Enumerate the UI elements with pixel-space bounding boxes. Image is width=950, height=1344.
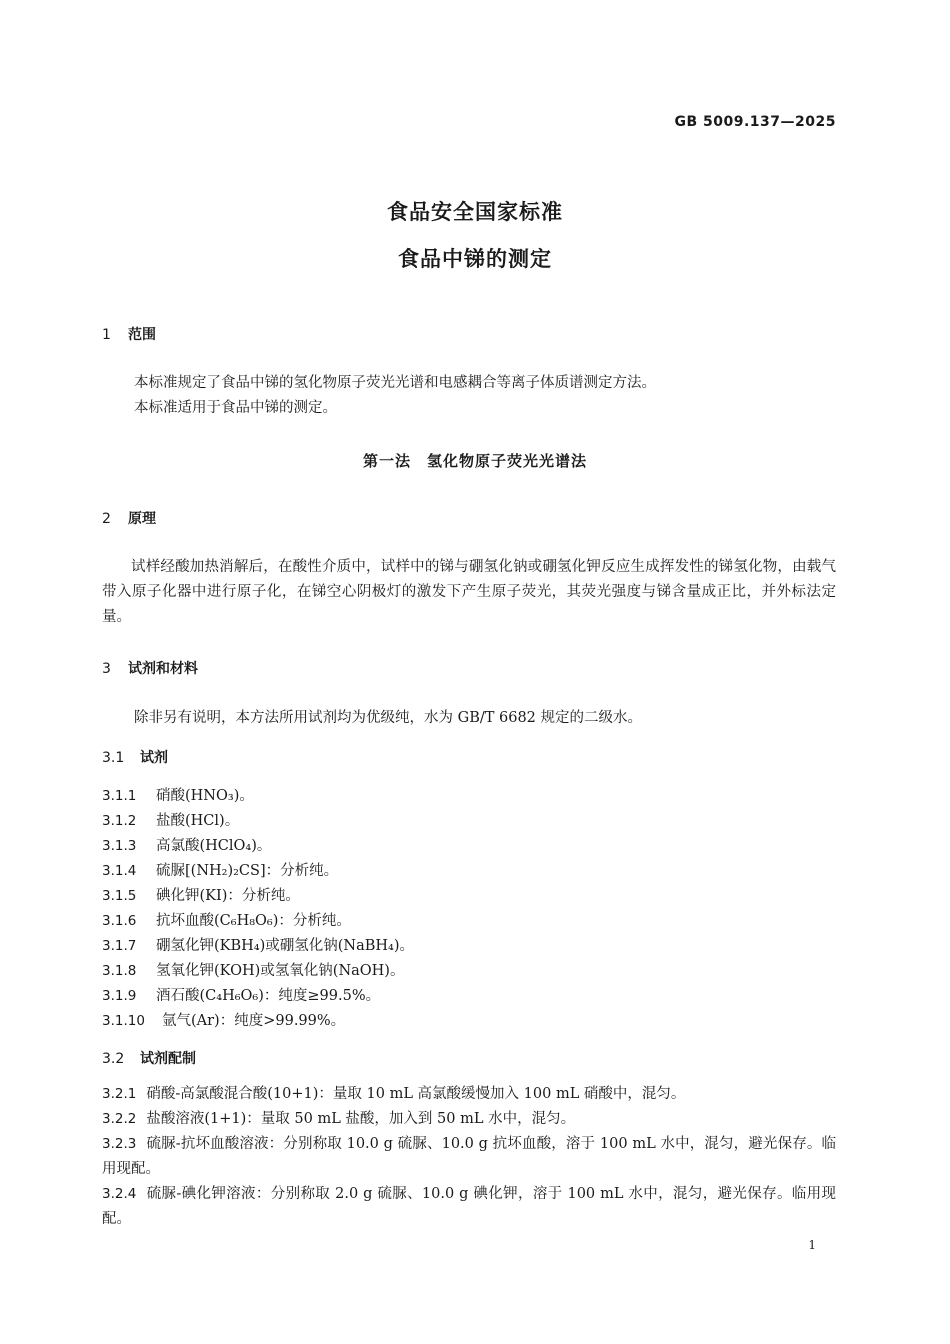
item-number: 3.2.1: [102, 1086, 137, 1102]
item-number: 3.2.3: [102, 1136, 137, 1152]
item-number: 3.1.1: [102, 788, 137, 804]
reagent-item: [102, 884, 300, 905]
subsection-3-1-heading: [102, 747, 168, 767]
item-text: 抗坏血酸(C₆H₈O₆)：分析纯。: [156, 913, 351, 929]
main-title: 食品安全国家标准: [387, 200, 563, 224]
reagent-item: [102, 1009, 345, 1030]
sub-title: 食品中锑的测定: [398, 247, 552, 271]
subsection-number: 3.2: [102, 1051, 125, 1067]
item-text: 硫脲[(NH₂)₂CS]：分析纯。: [156, 863, 339, 879]
reagent-item: [102, 809, 239, 830]
subsection-3-2-heading: [102, 1048, 196, 1068]
reagent-item: [102, 959, 404, 980]
section-1-heading: [102, 324, 156, 344]
item-text: 氩气(Ar)：纯度>99.99%。: [162, 1013, 346, 1029]
section-2-heading: [102, 508, 156, 528]
preparation-item: [102, 1107, 836, 1132]
item-number: 3.1.3: [102, 838, 137, 854]
document-code: GB 5009.137—2025: [674, 114, 836, 130]
item-number: 3.1.2: [102, 813, 137, 829]
item-text: 硼氢化钾(KBH₄)或硼氢化钠(NaBH₄)。: [156, 938, 415, 954]
item-number: 3.2.2: [102, 1111, 137, 1127]
item-text: 高氯酸(HClO₄)。: [156, 838, 272, 854]
reagent-item: [102, 859, 338, 880]
item-number: 3.1.5: [102, 888, 137, 904]
item-text: 硫脲-抗坏血酸溶液：分别称取 10.0 g 硫脲、10.0 g 抗坏血酸，溶于 100 mL 水中，混匀，避光保存。临用现配。: [102, 1136, 836, 1177]
item-text: 硫脲-碘化钾溶液：分别称取 2.0 g 硫脲、10.0 g 碘化钾，溶于 100 mL 水中，混匀，避光保存。临用现配。: [102, 1186, 836, 1227]
section-title: 原理: [128, 511, 156, 527]
item-number: 3.1.6: [102, 913, 137, 929]
principle-paragraph: 试样经酸加热消解后，在酸性介质中，试样中的锑与硼氢化钠或硼氢化钾反应生成挥发性的锑氢化物，由载气带入原子化器中进行原子化，在锑空心阴极灯的激发下产生原子荧光，其荧光强度与锑含量成正比，并外标法定量。: [102, 559, 836, 625]
item-number: 3.1.10: [102, 1013, 145, 1029]
section-number: 2: [102, 511, 111, 527]
subsection-number: 3.1: [102, 750, 125, 766]
preparation-item: [102, 1082, 836, 1107]
item-number: 3.1.4: [102, 863, 137, 879]
scope-paragraph-1: 本标准规定了食品中锑的氢化物原子荧光光谱和电感耦合等离子体质谱测定方法。: [134, 375, 656, 391]
scope-paragraph-2: 本标准适用于食品中锑的测定。: [134, 400, 337, 416]
item-text: 盐酸溶液(1+1)：量取 50 mL 盐酸，加入到 50 mL 水中，混匀。: [146, 1111, 576, 1127]
subsection-title: 试剂: [140, 750, 168, 766]
reagent-item: [102, 909, 351, 930]
preparation-item: [102, 1182, 836, 1232]
item-number: 3.1.9: [102, 988, 137, 1004]
page-number: 1: [808, 1238, 816, 1252]
section-title: 范围: [128, 327, 156, 343]
section-number: 1: [102, 327, 111, 343]
reagent-item: [102, 934, 414, 955]
item-text: 硝酸-高氯酸混合酸(10+1)：量取 10 mL 高氯酸缓慢加入 100 mL 硝酸中，混匀。: [146, 1086, 686, 1102]
item-number: 3.1.7: [102, 938, 137, 954]
section-title: 试剂和材料: [128, 661, 198, 677]
item-text: 盐酸(HCl)。: [156, 813, 240, 829]
reagents-intro-paragraph: 除非另有说明，本方法所用试剂均为优级纯，水为 GB/T 6682 规定的二级水。: [134, 710, 643, 726]
method-1-title: 第一法 氢化物原子荧光光谱法: [362, 452, 587, 470]
reagent-item: [102, 784, 254, 805]
item-text: 碘化钾(KI)：分析纯。: [156, 888, 300, 904]
item-number: 3.2.4: [102, 1186, 137, 1202]
section-number: 3: [102, 661, 111, 677]
item-number: 3.1.8: [102, 963, 137, 979]
section-3-heading: [102, 658, 198, 678]
preparation-item: [102, 1132, 836, 1182]
subsection-title: 试剂配制: [140, 1051, 196, 1067]
reagent-item: [102, 984, 380, 1005]
item-text: 硝酸(HNO₃)。: [156, 788, 254, 804]
item-text: 氢氧化钾(KOH)或氢氧化钠(NaOH)。: [156, 963, 405, 979]
item-text: 酒石酸(C₄H₆O₆)：纯度≥99.5%。: [156, 988, 381, 1004]
reagent-item: [102, 834, 271, 855]
